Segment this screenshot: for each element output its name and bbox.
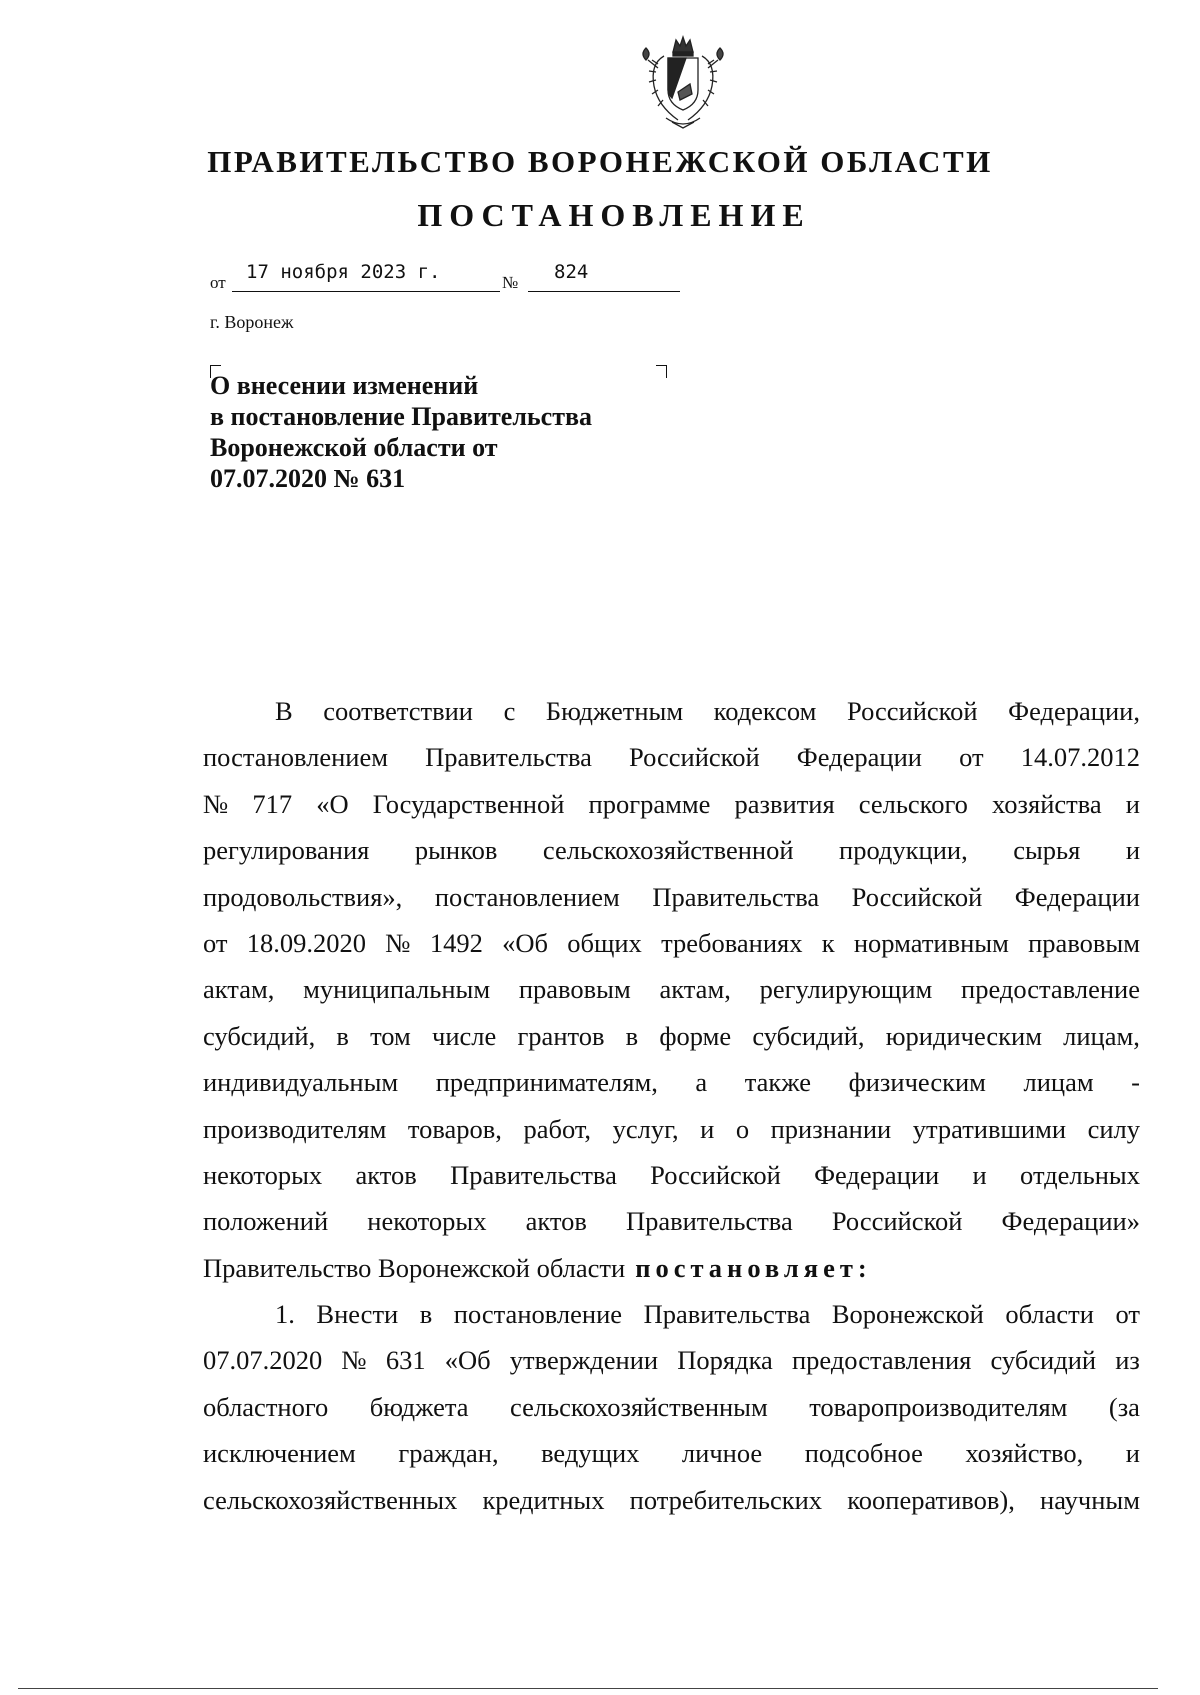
body-word: продовольствия», bbox=[203, 881, 403, 912]
body-word: В bbox=[275, 696, 293, 726]
resolves-word: постановляет: bbox=[635, 1252, 872, 1283]
body-word: а bbox=[695, 1067, 708, 1098]
body-word: кооперативов), bbox=[847, 1484, 1015, 1515]
body-word: силу bbox=[1087, 1113, 1140, 1144]
body-word: форме bbox=[659, 1020, 732, 1051]
body-line bbox=[203, 827, 1140, 873]
body-word: 717 bbox=[252, 788, 293, 819]
body-word: подсобное bbox=[804, 1438, 923, 1469]
subject-line: Воронежской области от bbox=[210, 433, 498, 462]
body-word: требованиях bbox=[661, 927, 803, 958]
body-word: также bbox=[744, 1067, 812, 1098]
body-line bbox=[203, 966, 1140, 1012]
body-word: развития bbox=[734, 788, 835, 819]
body-word: товаров, bbox=[407, 1113, 502, 1144]
body-word: числе bbox=[432, 1020, 497, 1051]
body-word: из bbox=[1115, 1345, 1140, 1376]
body-line bbox=[203, 1430, 1140, 1476]
body-word: областного bbox=[203, 1391, 329, 1422]
body-word: Федерации bbox=[814, 1159, 940, 1190]
body-word: Российской bbox=[629, 742, 760, 773]
body-word: с bbox=[503, 696, 516, 726]
body-line bbox=[203, 1384, 1140, 1430]
body-word: и bbox=[700, 1113, 715, 1144]
body-word: правовым bbox=[1028, 927, 1140, 958]
body-word: программе bbox=[588, 788, 711, 819]
body-word: лицам bbox=[1023, 1067, 1094, 1098]
body-line bbox=[203, 1245, 1140, 1291]
body-word: Внести bbox=[316, 1299, 399, 1330]
body-word: потребительских bbox=[629, 1484, 823, 1515]
body-word: 1. bbox=[275, 1299, 295, 1330]
body-word: положений bbox=[203, 1206, 329, 1237]
body-word: регулирующим bbox=[759, 974, 933, 1005]
body-word: Федерации, bbox=[1008, 696, 1140, 726]
body-word: отдельных bbox=[1020, 1159, 1140, 1190]
body-word: и bbox=[972, 1159, 987, 1190]
number-value: 824 bbox=[554, 261, 589, 283]
body-word: регулирования bbox=[203, 835, 370, 866]
body-word: Правительства bbox=[450, 1159, 617, 1190]
body-word: № bbox=[341, 1345, 367, 1376]
body-word: товаропроизводителям bbox=[809, 1391, 1068, 1422]
body-word: бюджета bbox=[369, 1391, 469, 1422]
body-word: от bbox=[959, 742, 984, 773]
body-word: от bbox=[203, 927, 228, 958]
body-word: исключением bbox=[203, 1438, 356, 1469]
body-line bbox=[203, 688, 1140, 734]
date-label: от bbox=[210, 273, 226, 292]
body-line bbox=[203, 920, 1140, 966]
body-word: научным bbox=[1040, 1484, 1140, 1515]
date-number-line bbox=[210, 255, 680, 295]
body-word: услуг, bbox=[612, 1113, 679, 1144]
body-word: (за bbox=[1108, 1391, 1140, 1422]
body-word: 14.07.2012 bbox=[1020, 742, 1140, 773]
document-type-title: ПОСТАНОВЛЕНИЕ bbox=[417, 197, 811, 233]
body-word: в bbox=[625, 1020, 639, 1051]
body-word: граждан, bbox=[398, 1438, 499, 1469]
body-word: нормативным bbox=[853, 927, 1009, 958]
body-line bbox=[203, 781, 1140, 827]
date-value: 17 ноября 2023 г. bbox=[246, 261, 441, 283]
body-line bbox=[203, 1013, 1140, 1059]
body-word: Воронежской bbox=[831, 1299, 984, 1330]
body-word: № bbox=[203, 788, 229, 819]
body-word: правовым bbox=[518, 974, 631, 1005]
body-word: утратившими bbox=[912, 1113, 1067, 1144]
body-word: Государственной bbox=[372, 788, 565, 819]
body-word: физическим bbox=[848, 1067, 986, 1098]
body-word: общих bbox=[567, 927, 642, 958]
document-body bbox=[203, 688, 1140, 1523]
body-word: 1492 bbox=[429, 927, 483, 958]
body-word: утверждении bbox=[509, 1345, 659, 1376]
body-word: Федерации» bbox=[1001, 1206, 1140, 1237]
body-word: юридическим bbox=[885, 1020, 1042, 1051]
body-word: Правительства bbox=[652, 881, 820, 912]
body-line bbox=[203, 1337, 1140, 1383]
body-word: Российской bbox=[831, 1206, 963, 1237]
body-word: предоставления bbox=[791, 1345, 972, 1376]
subject-line: 07.07.2020 № 631 bbox=[210, 464, 406, 493]
body-word: «Об bbox=[444, 1345, 491, 1376]
body-word: Правительства bbox=[625, 1206, 793, 1237]
body-word: Федерации bbox=[796, 742, 922, 773]
body-word: Российской bbox=[650, 1159, 781, 1190]
body-word: сельскохозяйственных bbox=[203, 1484, 458, 1515]
coat-of-arms-icon bbox=[628, 34, 738, 134]
body-word: № bbox=[385, 927, 411, 958]
body-word: и bbox=[1125, 835, 1140, 866]
body-word: Федерации bbox=[1014, 881, 1140, 912]
body-word: работ, bbox=[523, 1113, 592, 1144]
body-word: лицам, bbox=[1063, 1020, 1140, 1051]
body-word: Правительства bbox=[643, 1299, 811, 1330]
body-word: «Об bbox=[502, 927, 548, 958]
body-word: актов bbox=[525, 1206, 587, 1237]
body-word: и bbox=[1125, 1438, 1140, 1469]
body-word: индивидуальным bbox=[203, 1067, 399, 1098]
body-word: некоторых bbox=[367, 1206, 487, 1237]
body-word: предоставление bbox=[961, 974, 1140, 1005]
body-line bbox=[203, 1291, 1140, 1337]
body-word: сельскохозяйственным bbox=[509, 1391, 768, 1422]
body-word: сельского bbox=[858, 788, 968, 819]
body-word: области bbox=[1005, 1299, 1094, 1330]
body-word: кодексом bbox=[713, 696, 817, 726]
subject-line: в постановление Правительства bbox=[210, 402, 593, 431]
body-word: 631 bbox=[385, 1345, 426, 1376]
body-word: постановление bbox=[453, 1299, 623, 1330]
date-underline bbox=[232, 291, 500, 292]
paragraph-preamble bbox=[203, 688, 1140, 1245]
organization-title: ПРАВИТЕЛЬСТВО ВОРОНЕЖСКОЙ ОБЛАСТИ bbox=[207, 144, 993, 179]
body-word: 07.07.2020 bbox=[203, 1345, 323, 1376]
body-word: Правительства bbox=[425, 742, 592, 773]
body-word: личное bbox=[681, 1438, 763, 1469]
body-word: субсидий, bbox=[203, 1020, 316, 1051]
body-line bbox=[203, 1198, 1140, 1244]
body-word: Порядка bbox=[677, 1345, 773, 1376]
body-word: некоторых bbox=[203, 1159, 323, 1190]
body-word: признании bbox=[770, 1113, 892, 1144]
body-word: сельскохозяйственной bbox=[542, 835, 794, 866]
body-word: хозяйства bbox=[992, 788, 1102, 819]
body-word: субсидий bbox=[990, 1345, 1097, 1376]
body-line bbox=[203, 734, 1140, 780]
body-word: актам, bbox=[203, 974, 275, 1005]
body-word: грантов bbox=[517, 1020, 605, 1051]
page-bottom-rule bbox=[18, 1688, 1158, 1689]
body-word: Бюджетным bbox=[545, 696, 684, 726]
body-line bbox=[203, 1059, 1140, 1105]
number-underline bbox=[528, 291, 680, 292]
body-word: том bbox=[370, 1020, 411, 1051]
body-line bbox=[203, 1152, 1140, 1198]
body-word: рынков bbox=[414, 835, 498, 866]
body-word: хозяйство, bbox=[965, 1438, 1084, 1469]
body-word: в bbox=[336, 1020, 349, 1051]
body-word: сырья bbox=[1013, 835, 1081, 866]
body-word: постановлением bbox=[434, 881, 620, 912]
body-word: - bbox=[1131, 1067, 1140, 1098]
number-label: № bbox=[502, 273, 519, 292]
body-word: Российской bbox=[847, 696, 978, 726]
document-subject bbox=[210, 370, 670, 494]
body-word: соответствии bbox=[323, 696, 473, 726]
body-word: 18.09.2020 bbox=[246, 927, 366, 958]
body-word: муниципальным bbox=[303, 974, 491, 1005]
subject-line: О внесении изменений bbox=[210, 371, 479, 400]
body-word: субсидий, bbox=[752, 1020, 865, 1051]
body-word: и bbox=[1125, 788, 1140, 819]
body-word: к bbox=[821, 927, 835, 958]
body-word: Российской bbox=[851, 881, 983, 912]
body-word: в bbox=[419, 1299, 433, 1330]
body-word: кредитных bbox=[482, 1484, 605, 1515]
body-word: постановлением bbox=[203, 742, 388, 773]
city-label: г. Воронеж bbox=[210, 312, 294, 332]
body-word: актов bbox=[355, 1159, 417, 1190]
body-word: «О bbox=[316, 788, 349, 819]
body-line bbox=[203, 1477, 1140, 1523]
body-text: Правительство Воронежской области bbox=[203, 1252, 626, 1283]
body-word: продукции, bbox=[839, 835, 968, 866]
paragraph-item-1 bbox=[203, 1291, 1140, 1523]
body-word: предпринимателям, bbox=[435, 1067, 658, 1098]
body-word: производителям bbox=[203, 1113, 387, 1144]
body-line bbox=[203, 1106, 1140, 1152]
body-word: от bbox=[1115, 1299, 1140, 1330]
body-line bbox=[203, 874, 1140, 920]
body-word: ведущих bbox=[541, 1438, 640, 1469]
body-word: о bbox=[735, 1113, 750, 1144]
body-word: актам, bbox=[659, 974, 731, 1005]
